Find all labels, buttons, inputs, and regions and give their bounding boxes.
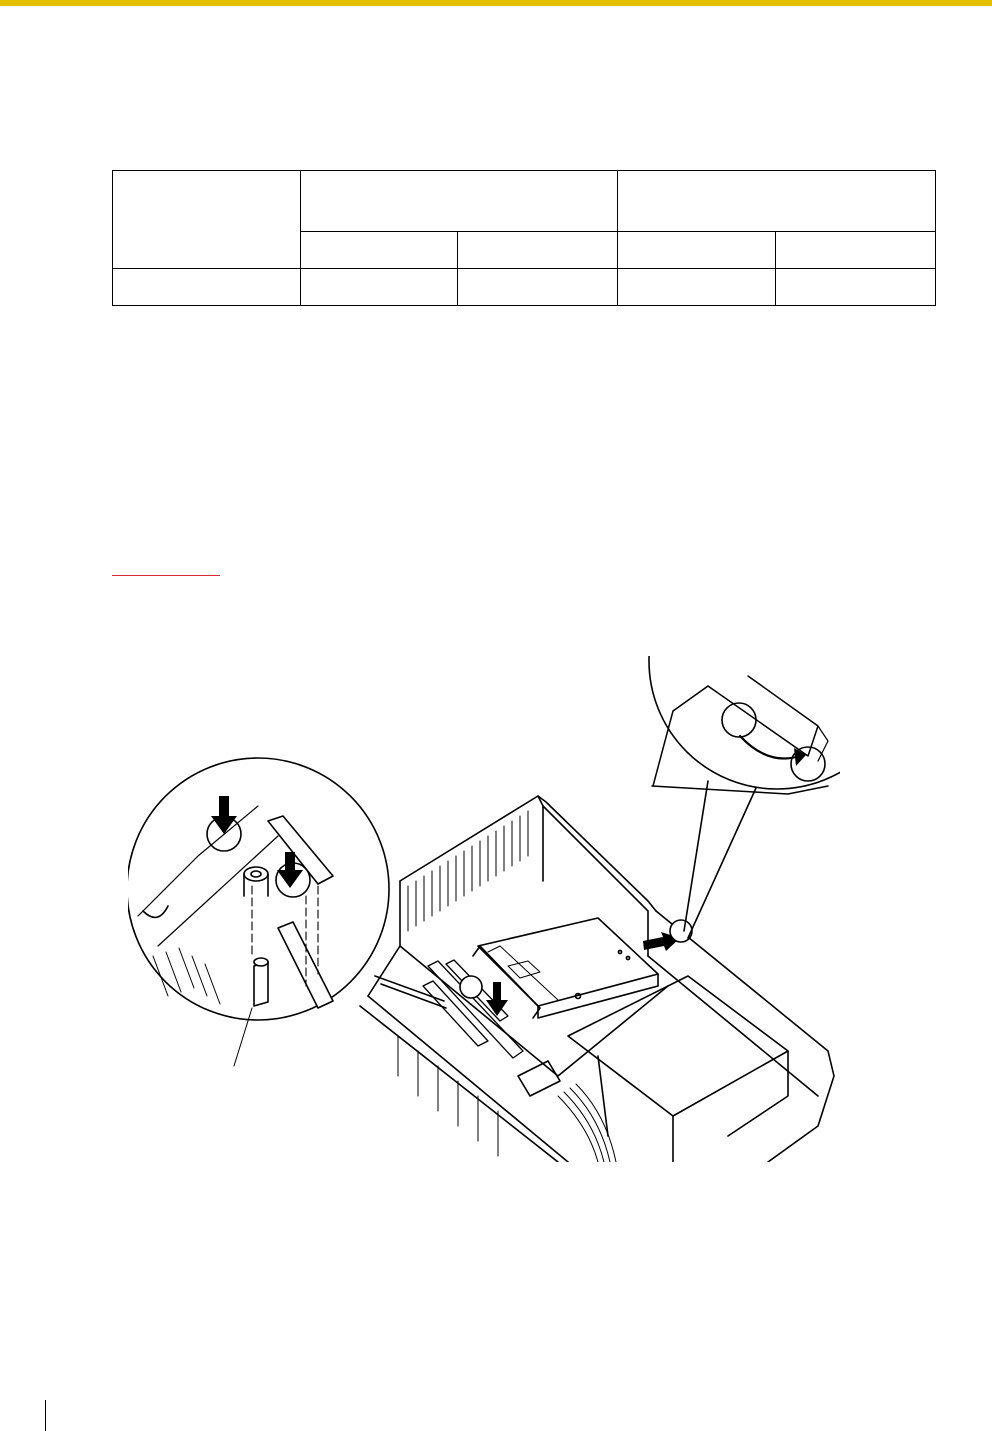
arrow-down-icon [486, 932, 680, 1016]
top-accent-rule [0, 0, 992, 6]
link-underline [112, 575, 220, 576]
table-cell [458, 269, 618, 306]
table-cell [618, 269, 776, 306]
table-header-cell [301, 171, 618, 232]
magnified-view-left [128, 758, 446, 1066]
magnified-view-right [649, 656, 840, 938]
table-subheader-cell [776, 232, 936, 269]
table-subheader-cell [458, 232, 618, 269]
table-cell [301, 269, 458, 306]
table-subheader-cell [301, 232, 458, 269]
table-subheader-cell [618, 232, 776, 269]
cabinet-drawing [360, 796, 834, 1162]
table-cell [776, 269, 936, 306]
table-header-cell [113, 171, 301, 269]
spec-table [112, 170, 936, 306]
page-footer-rule [45, 1400, 46, 1431]
table-header-cell [618, 171, 936, 232]
table-header-row [113, 171, 936, 232]
power-supply-drawing [518, 976, 788, 1162]
table-cell [113, 269, 301, 306]
table-row [113, 269, 936, 306]
installation-figure [128, 656, 840, 1162]
